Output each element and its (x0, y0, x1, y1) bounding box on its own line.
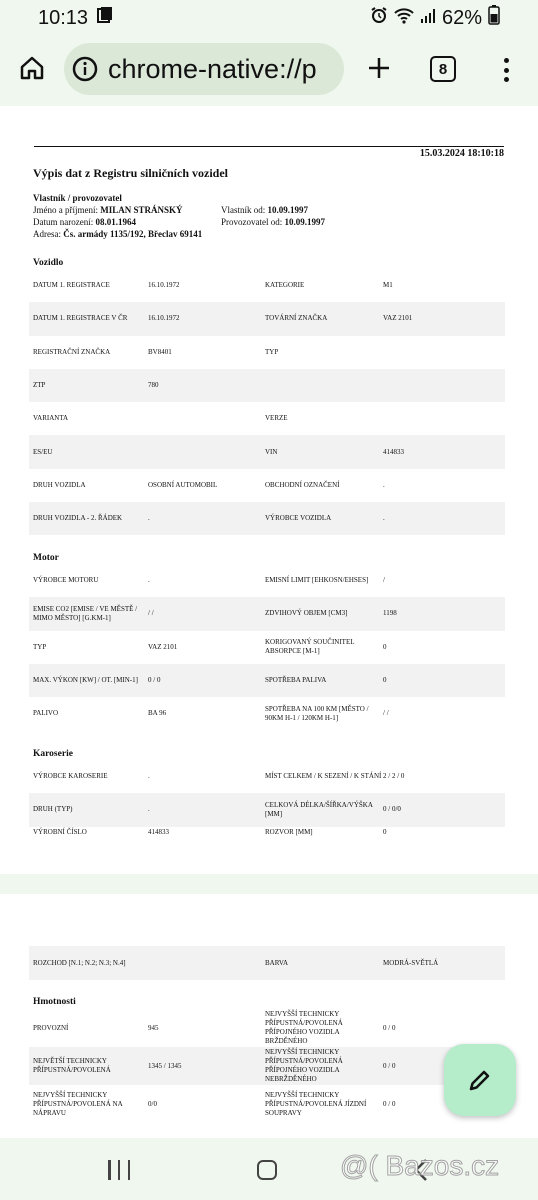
field-label: VÝROBCE MOTORU (33, 576, 99, 585)
field-label: PALIVO (33, 709, 59, 718)
table-row (29, 760, 505, 793)
name-label: Jméno a příjmení: (33, 205, 98, 215)
field-value: MODRÁ-SVĚTLÁ (383, 958, 439, 967)
field-value: 0 / 0/0 (383, 805, 401, 814)
field-value: 16.10.1972 (148, 314, 180, 323)
table-row (29, 664, 505, 697)
table-row (29, 564, 505, 597)
recent-apps-button[interactable] (108, 1160, 130, 1180)
table-row (29, 597, 505, 630)
signal-icon (420, 7, 436, 30)
table-row (29, 1085, 505, 1123)
info-icon[interactable] (72, 56, 98, 82)
field-value: 0 / 0 (383, 1023, 396, 1032)
vozidlo-table (29, 269, 505, 535)
section-motor: Motor (33, 553, 59, 563)
field-value: 780 (148, 381, 159, 390)
table-row (29, 631, 505, 664)
table-row (29, 469, 505, 502)
field-label: VIN (265, 447, 278, 456)
name-value: MILAN STRÁNSKÝ (100, 205, 183, 215)
field-value: 0 (383, 676, 387, 685)
address-label: Adresa: (33, 229, 61, 239)
field-value: . (148, 805, 150, 814)
field-label: NEJVYŠŠÍ TECHNICKY PŘÍPUSTNÁ/POVOLENÁ NA NÁPRAVU (33, 1090, 123, 1117)
field-label: SPOTŘEBA PALIVA (265, 676, 327, 685)
field-value: BV8401 (148, 347, 172, 356)
field-label: DRUH VOZIDLA - 2. ŘÁDEK (33, 514, 123, 523)
rozchod-table (29, 946, 505, 980)
field-value: 0 / 0 (383, 1099, 396, 1108)
table-row (29, 793, 505, 826)
report-title: Výpis dat z Registru silničních vozidel (33, 166, 229, 180)
field-label: VERZE (265, 414, 288, 423)
field-label: TYP (265, 347, 279, 356)
status-bar (0, 0, 538, 36)
nav-home-button[interactable] (257, 1160, 277, 1180)
field-label: ZTP (33, 381, 46, 390)
section-vozidlo: Vozidlo (33, 258, 64, 268)
field-value: . (148, 514, 150, 523)
field-value: / / (148, 609, 154, 618)
field-value: 16.10.1972 (148, 281, 180, 290)
birth-label: Datum narození: (33, 217, 94, 227)
field-value: BA 96 (148, 709, 167, 718)
field-value: . (383, 514, 385, 523)
field-label: ZDVIHOVÝ OBJEM [CM3] (265, 609, 348, 618)
field-value: 1198 (383, 609, 397, 618)
table-row (29, 269, 505, 302)
field-value: / / (383, 709, 389, 718)
field-label: VARIANTA (33, 414, 69, 423)
field-label: TOVÁRNÍ ZNAČKA (265, 314, 328, 323)
table-row (29, 369, 505, 402)
field-label: VÝROBCE VOZIDLA (265, 514, 332, 523)
tab-switcher-button[interactable]: 8 (430, 56, 456, 82)
browser-toolbar (0, 36, 538, 104)
field-label: KORIGOVANÝ SOUČINITEL ABSORPCE [M-1] (265, 638, 355, 656)
table-row (29, 336, 505, 369)
field-label: CELKOVÁ DÉLKA/ŠÍŘKA/VÝŠKA [MM] (265, 800, 373, 818)
field-value: 0 / 0 (383, 1061, 396, 1070)
field-label: NEJVYŠŠÍ TECHNICKY PŘÍPUSTNÁ/POVOLENÁ PŘÍPOJNÉHO VOZIDLA NEBRŽDĚNÉHO (265, 1048, 343, 1083)
field-label: DATUM 1. REGISTRACE (33, 281, 110, 290)
field-value: 414833 (383, 447, 404, 456)
field-label: KATEGORIE (265, 281, 305, 290)
field-label: VÝROBCE KAROSERIE (33, 772, 108, 781)
alarm-icon (370, 6, 388, 30)
table-row (29, 1009, 505, 1047)
field-value: 0 (383, 642, 387, 651)
table-row (29, 697, 505, 730)
field-value: 0/0 (148, 1099, 157, 1108)
field-value: . (383, 480, 385, 489)
field-label: BARVA (265, 958, 289, 967)
field-label: PROVOZNÍ (33, 1023, 69, 1032)
field-value: 945 (148, 1023, 159, 1032)
field-label: TYP (33, 642, 47, 651)
document-page-1 (0, 106, 538, 874)
field-label: ES/EU (33, 447, 53, 456)
field-value: . (148, 772, 150, 781)
field-value: 414833 (148, 828, 169, 837)
field-value: VAZ 2101 (383, 314, 413, 323)
new-tab-button[interactable] (362, 50, 396, 86)
field-value: 0 / 0 (148, 676, 161, 685)
address-value: Čs. armády 1135/192, Břeclav 69141 (63, 229, 203, 239)
motor-table (29, 564, 505, 730)
field-label: DRUH VOZIDLA (33, 480, 86, 489)
battery-icon (488, 5, 500, 31)
notification-icon (96, 6, 114, 30)
plus-icon (367, 56, 391, 80)
field-label: MAX. VÝKON [KW] / OT. [MIN-1] (33, 676, 138, 685)
table-row (29, 946, 505, 980)
field-label: VÝROBNÍ ČÍSLO (33, 828, 87, 837)
pencil-icon (465, 1065, 495, 1095)
field-label: EMISE CO2 [EMISE / VE MĚSTĚ / MIMO MĚSTO] [G.KM-1] (33, 604, 138, 622)
field-value: . (148, 576, 150, 585)
karoserie-table (29, 760, 505, 839)
field-label: DATUM 1. REGISTRACE V ČR (33, 314, 128, 323)
table-row (29, 402, 505, 435)
owner-heading: Vlastník / provozovatel (33, 193, 122, 203)
edit-fab-button[interactable] (444, 1044, 516, 1116)
home-button[interactable] (14, 50, 50, 86)
field-label: NEJVĚTŠÍ TECHNICKY PŘÍPUSTNÁ/POVOLENÁ (33, 1057, 111, 1074)
battery-percent: 62% (441, 6, 482, 29)
table-row (29, 435, 505, 468)
field-value: / (383, 576, 385, 585)
field-value: 1345 / 1345 (148, 1061, 182, 1070)
operator-since-value: 10.09.1997 (284, 217, 325, 227)
table-row (29, 502, 505, 535)
field-label: ROZCHOD [N.1; N.2; N.3; N.4] (33, 958, 126, 967)
overflow-menu-icon[interactable] (496, 54, 516, 86)
table-row (29, 1047, 505, 1085)
watermark-text: @( Bazos.cz (340, 1150, 500, 1181)
table-row (29, 827, 505, 839)
operator-since-label: Provozovatel od: (221, 217, 283, 227)
field-value: 0 (383, 828, 387, 837)
status-time: 10:13 (38, 6, 89, 29)
field-label: OBCHODNÍ OZNAČENÍ (265, 480, 340, 489)
field-label: MÍST CELKEM / K SEZENÍ / K STÁNÍ (265, 772, 382, 781)
field-value: VAZ 2101 (148, 642, 178, 651)
field-label: REGISTRAČNÍ ZNAČKA (33, 347, 111, 356)
owner-block (33, 192, 325, 240)
address-bar[interactable] (64, 43, 344, 95)
section-karoserie: Karoserie (33, 749, 73, 759)
wifi-icon (394, 7, 414, 30)
field-label: DRUH (TYP) (33, 805, 73, 814)
field-value: M1 (383, 281, 393, 290)
birth-value: 08.01.1964 (95, 217, 136, 227)
hmotnosti-table (29, 1009, 505, 1123)
report-date: 15.03.2024 18:10:18 (34, 146, 504, 159)
field-value: 2 / 2 / 0 (383, 772, 405, 781)
field-value: OSOBNÍ AUTOMOBIL (148, 480, 218, 489)
section-hmotnosti: Hmotnosti (33, 997, 76, 1007)
field-label: ROZVOR [MM] (265, 828, 313, 837)
field-label: SPOTŘEBA NA 100 KM [MĚSTO / 90KM H-1 / 120KM H-1] (265, 704, 369, 722)
field-label: EMISNÍ LIMIT [EHKOSN/EHSES] (265, 576, 369, 585)
url-text[interactable]: chrome-native://p (108, 53, 317, 84)
field-label: NEJVYŠŠÍ TECHNICKY PŘÍPUSTNÁ/POVOLENÁ JÍZDNÍ SOUPRAVY (265, 1090, 367, 1117)
field-label: NEJVYŠŠÍ TECHNICKY PŘÍPUSTNÁ/POVOLENÁ PŘÍPOJNÉHO VOZIDLA BRŽDĚNÉHO (265, 1010, 343, 1045)
table-row (29, 302, 505, 335)
owner-since-value: 10.09.1997 (267, 205, 308, 215)
owner-since-label: Vlastník od: (221, 205, 266, 215)
home-icon (19, 55, 45, 81)
